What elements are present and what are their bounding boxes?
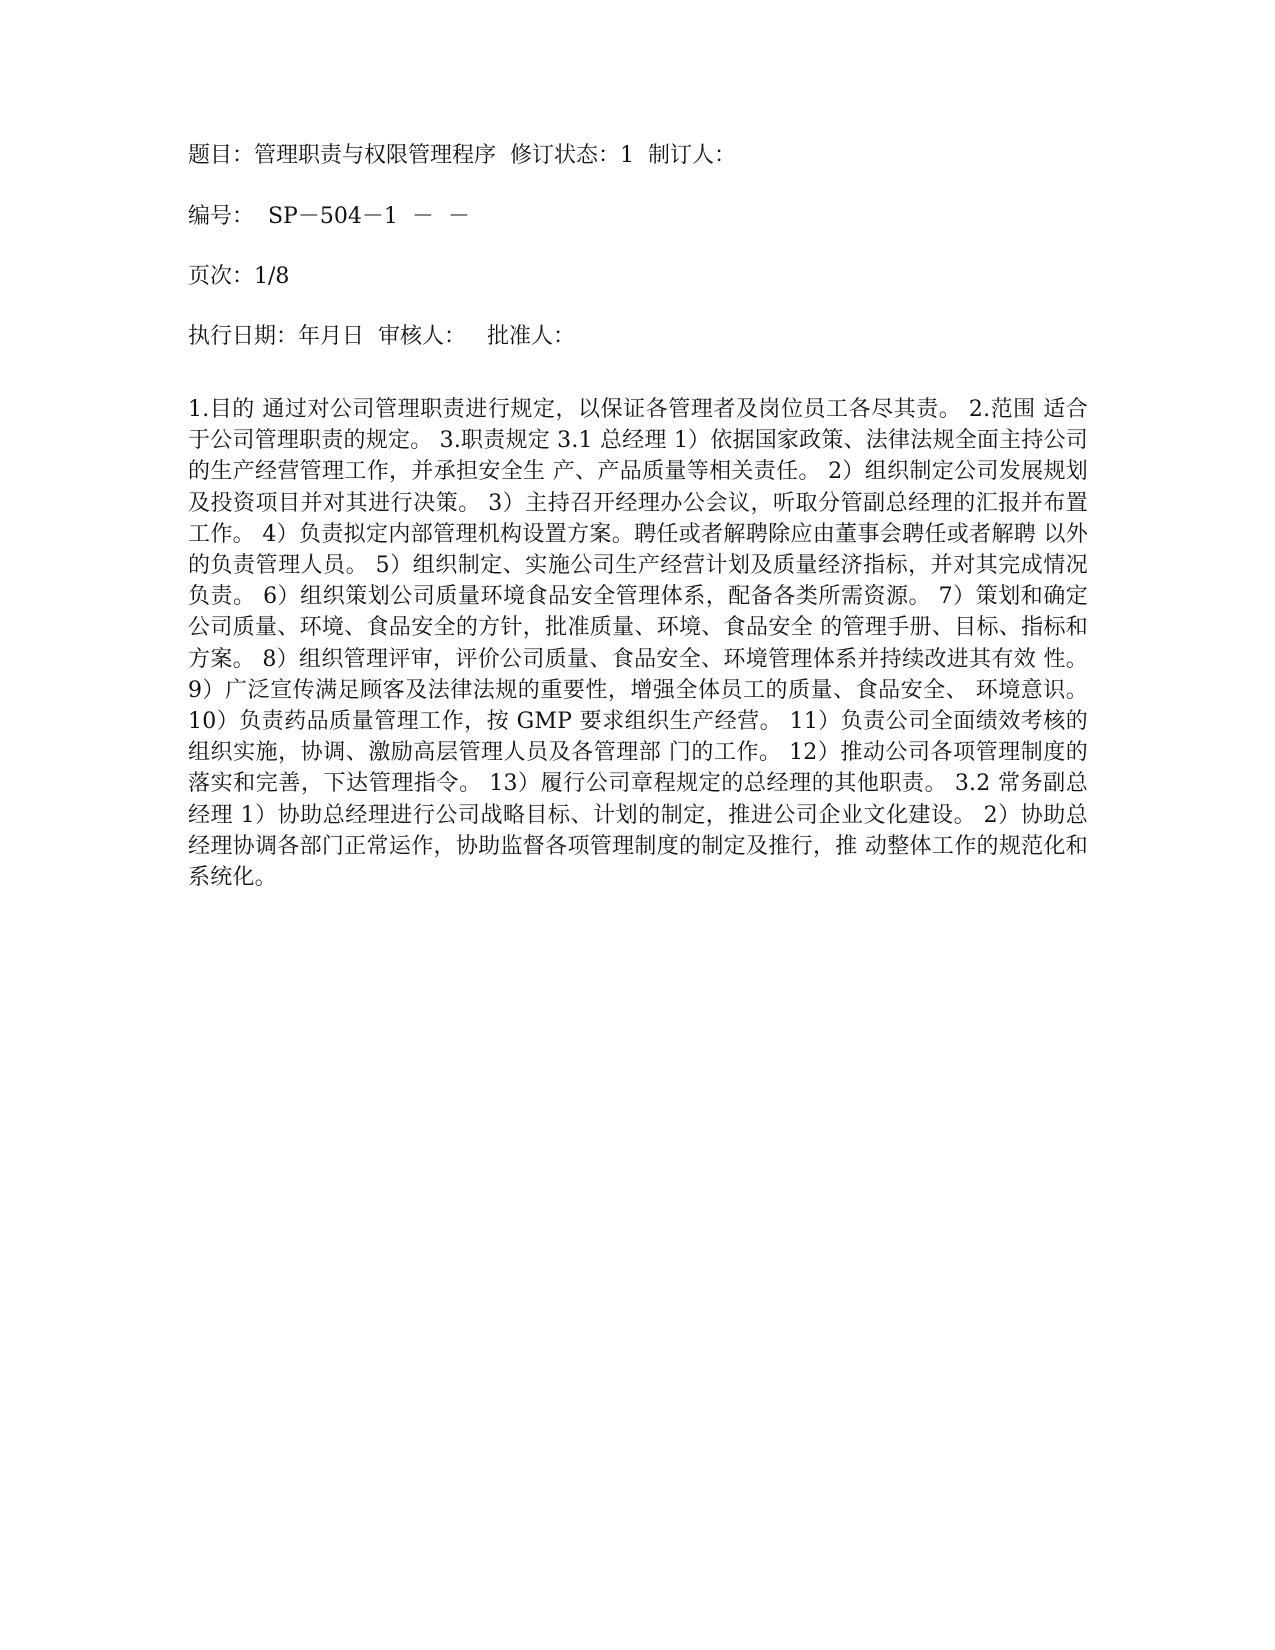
page-number-line: 页次：1/8: [188, 264, 290, 289]
document-title-line: 题目：管理职责与权限管理程序 修订状态：1 制订人：: [188, 143, 736, 168]
document-body: 1.目的 通过对公司管理职责进行规定，以保证各管理者及岗位员工各尽其责。 2.范围 适合于公司管理职责的规定。 3.职责规定 3.1 总经理 1）依据国家政策、法律法规全面主持公司的生产经营管理工作，并承担安全生 产、产品质量等相关责任。 2）组织制定公司发展规划及投资项目并对其进行决策。 3）主持召开经理办公会议，听取分管副总经理的汇报并布置工作。 4）负责拟定内部管理机构设置方案。聘任或者解聘除应由董事会聘任或者解聘 以外的负责管理人员。 5）组织制定、实施公司生产经营计划及质量经济指标，并对其完成情况负责。 6）组织策划公司质量环境食品安全管理体系，配备各类所需资源。 7）策划和确定公司质量、环境、食品安全的方针，批准质量、环境、食品安全 的管理手册、目标、指标和方案。 8）组织管理评审，评价公司质量、食品安全、环境管理体系并持续改进其有效 性。 9）广泛宣传满足顾客及法律法规的重要性，增强全体员工的质量、食品安全、 环境意识。 10）负责药品质量管理工作，按 GMP 要求组织生产经营。 11）负责公司全面绩效考核的组织实施，协调、激励高层管理人员及各管理部 门的工作。 12）推动公司各项管理制度的落实和完善，下达管理指令。 13）履行公司章程规定的总经理的其他职责。 3.2 常务副总经理 1）协助总经理进行公司战略目标、计划的制定，推进公司企业文化建设。 2）协助总经理协调各部门正常运作，协助监督各项管理制度的制定及推行，推 动整体工作的规范化和系统化。: [188, 397, 1088, 891]
approval-info-line: 执行日期：年月日 审核人： 批准人：: [188, 324, 575, 349]
document-number-line: 编号： SP－504－1 － －: [188, 204, 470, 229]
